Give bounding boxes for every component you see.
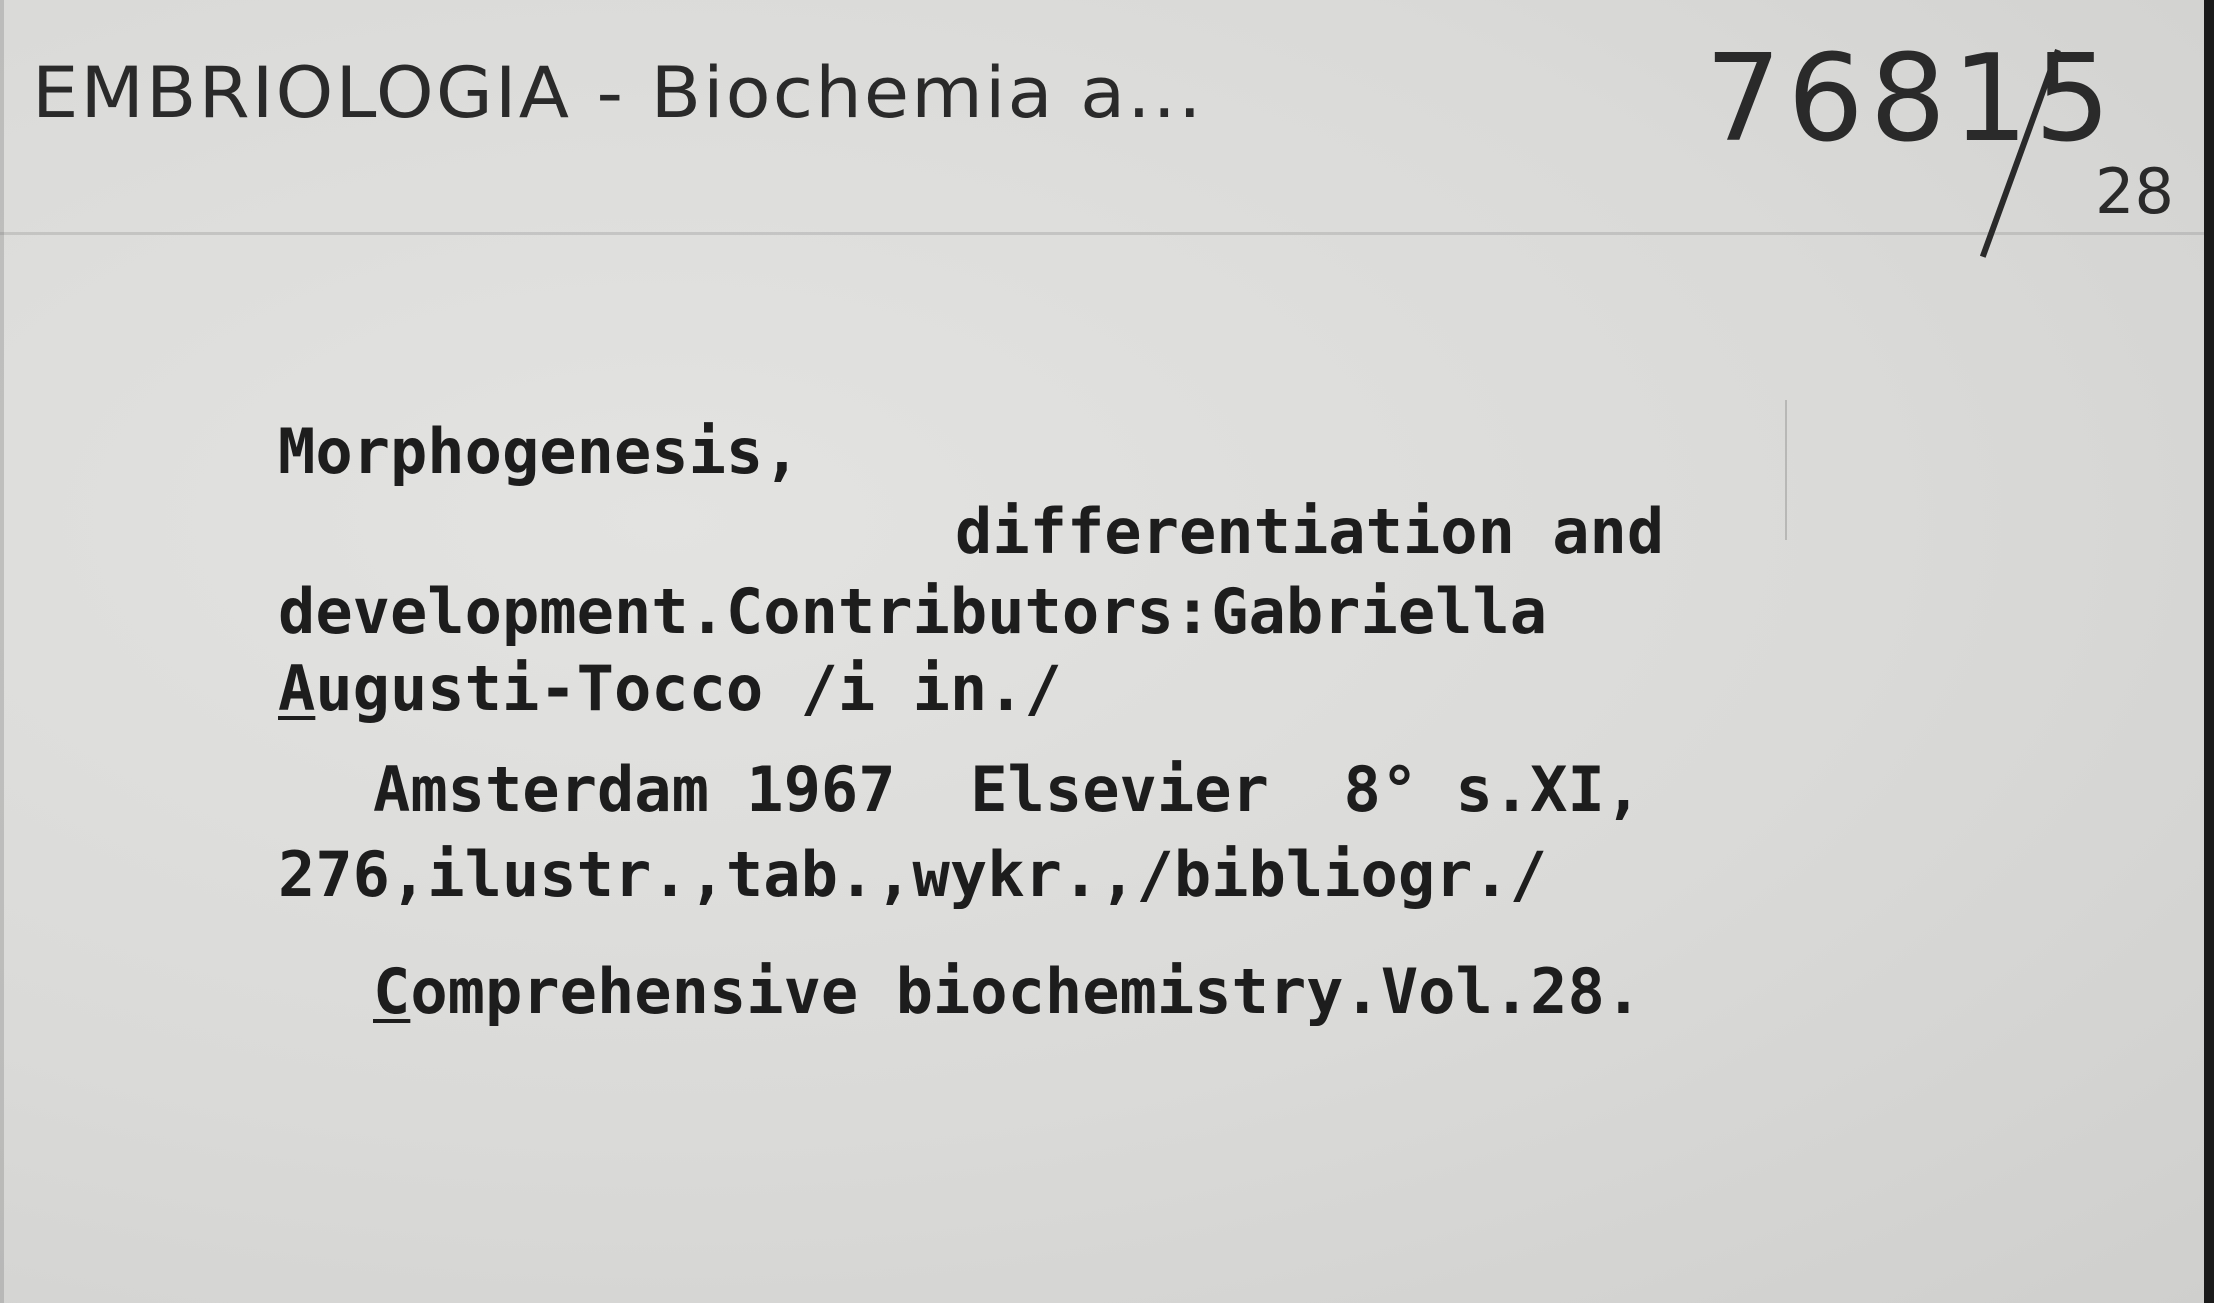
title-line-2: differentiation and xyxy=(955,495,1665,568)
title-line-3: development.Contributors:Gabriella xyxy=(278,575,1548,648)
subject-heading: EMBRIOLOGIA - Biochemia a... xyxy=(32,52,1204,134)
title-line-4 xyxy=(278,652,1062,725)
call-number: 76815 xyxy=(1705,30,2117,169)
series-initial: C xyxy=(373,955,411,1028)
scan-edge xyxy=(2204,0,2214,1303)
imprint-line-1: Amsterdam 1967 Elsevier 8° s.XI, xyxy=(373,753,1643,826)
title-line-4-rest: ugusti-Tocco /i in./ xyxy=(315,652,1062,725)
imprint-line-2: 276,ilustr.,tab.,wykr.,/bibliogr./ xyxy=(278,838,1548,911)
series-rest: omprehensive biochemistry.Vol.28. xyxy=(410,955,1643,1028)
call-number-suffix: 28 xyxy=(2095,155,2174,228)
series-line xyxy=(373,955,1642,1028)
title-line-4-initial: A xyxy=(278,652,316,725)
title-line-1: Morphogenesis, xyxy=(278,415,801,488)
card-crease xyxy=(1785,400,1787,540)
